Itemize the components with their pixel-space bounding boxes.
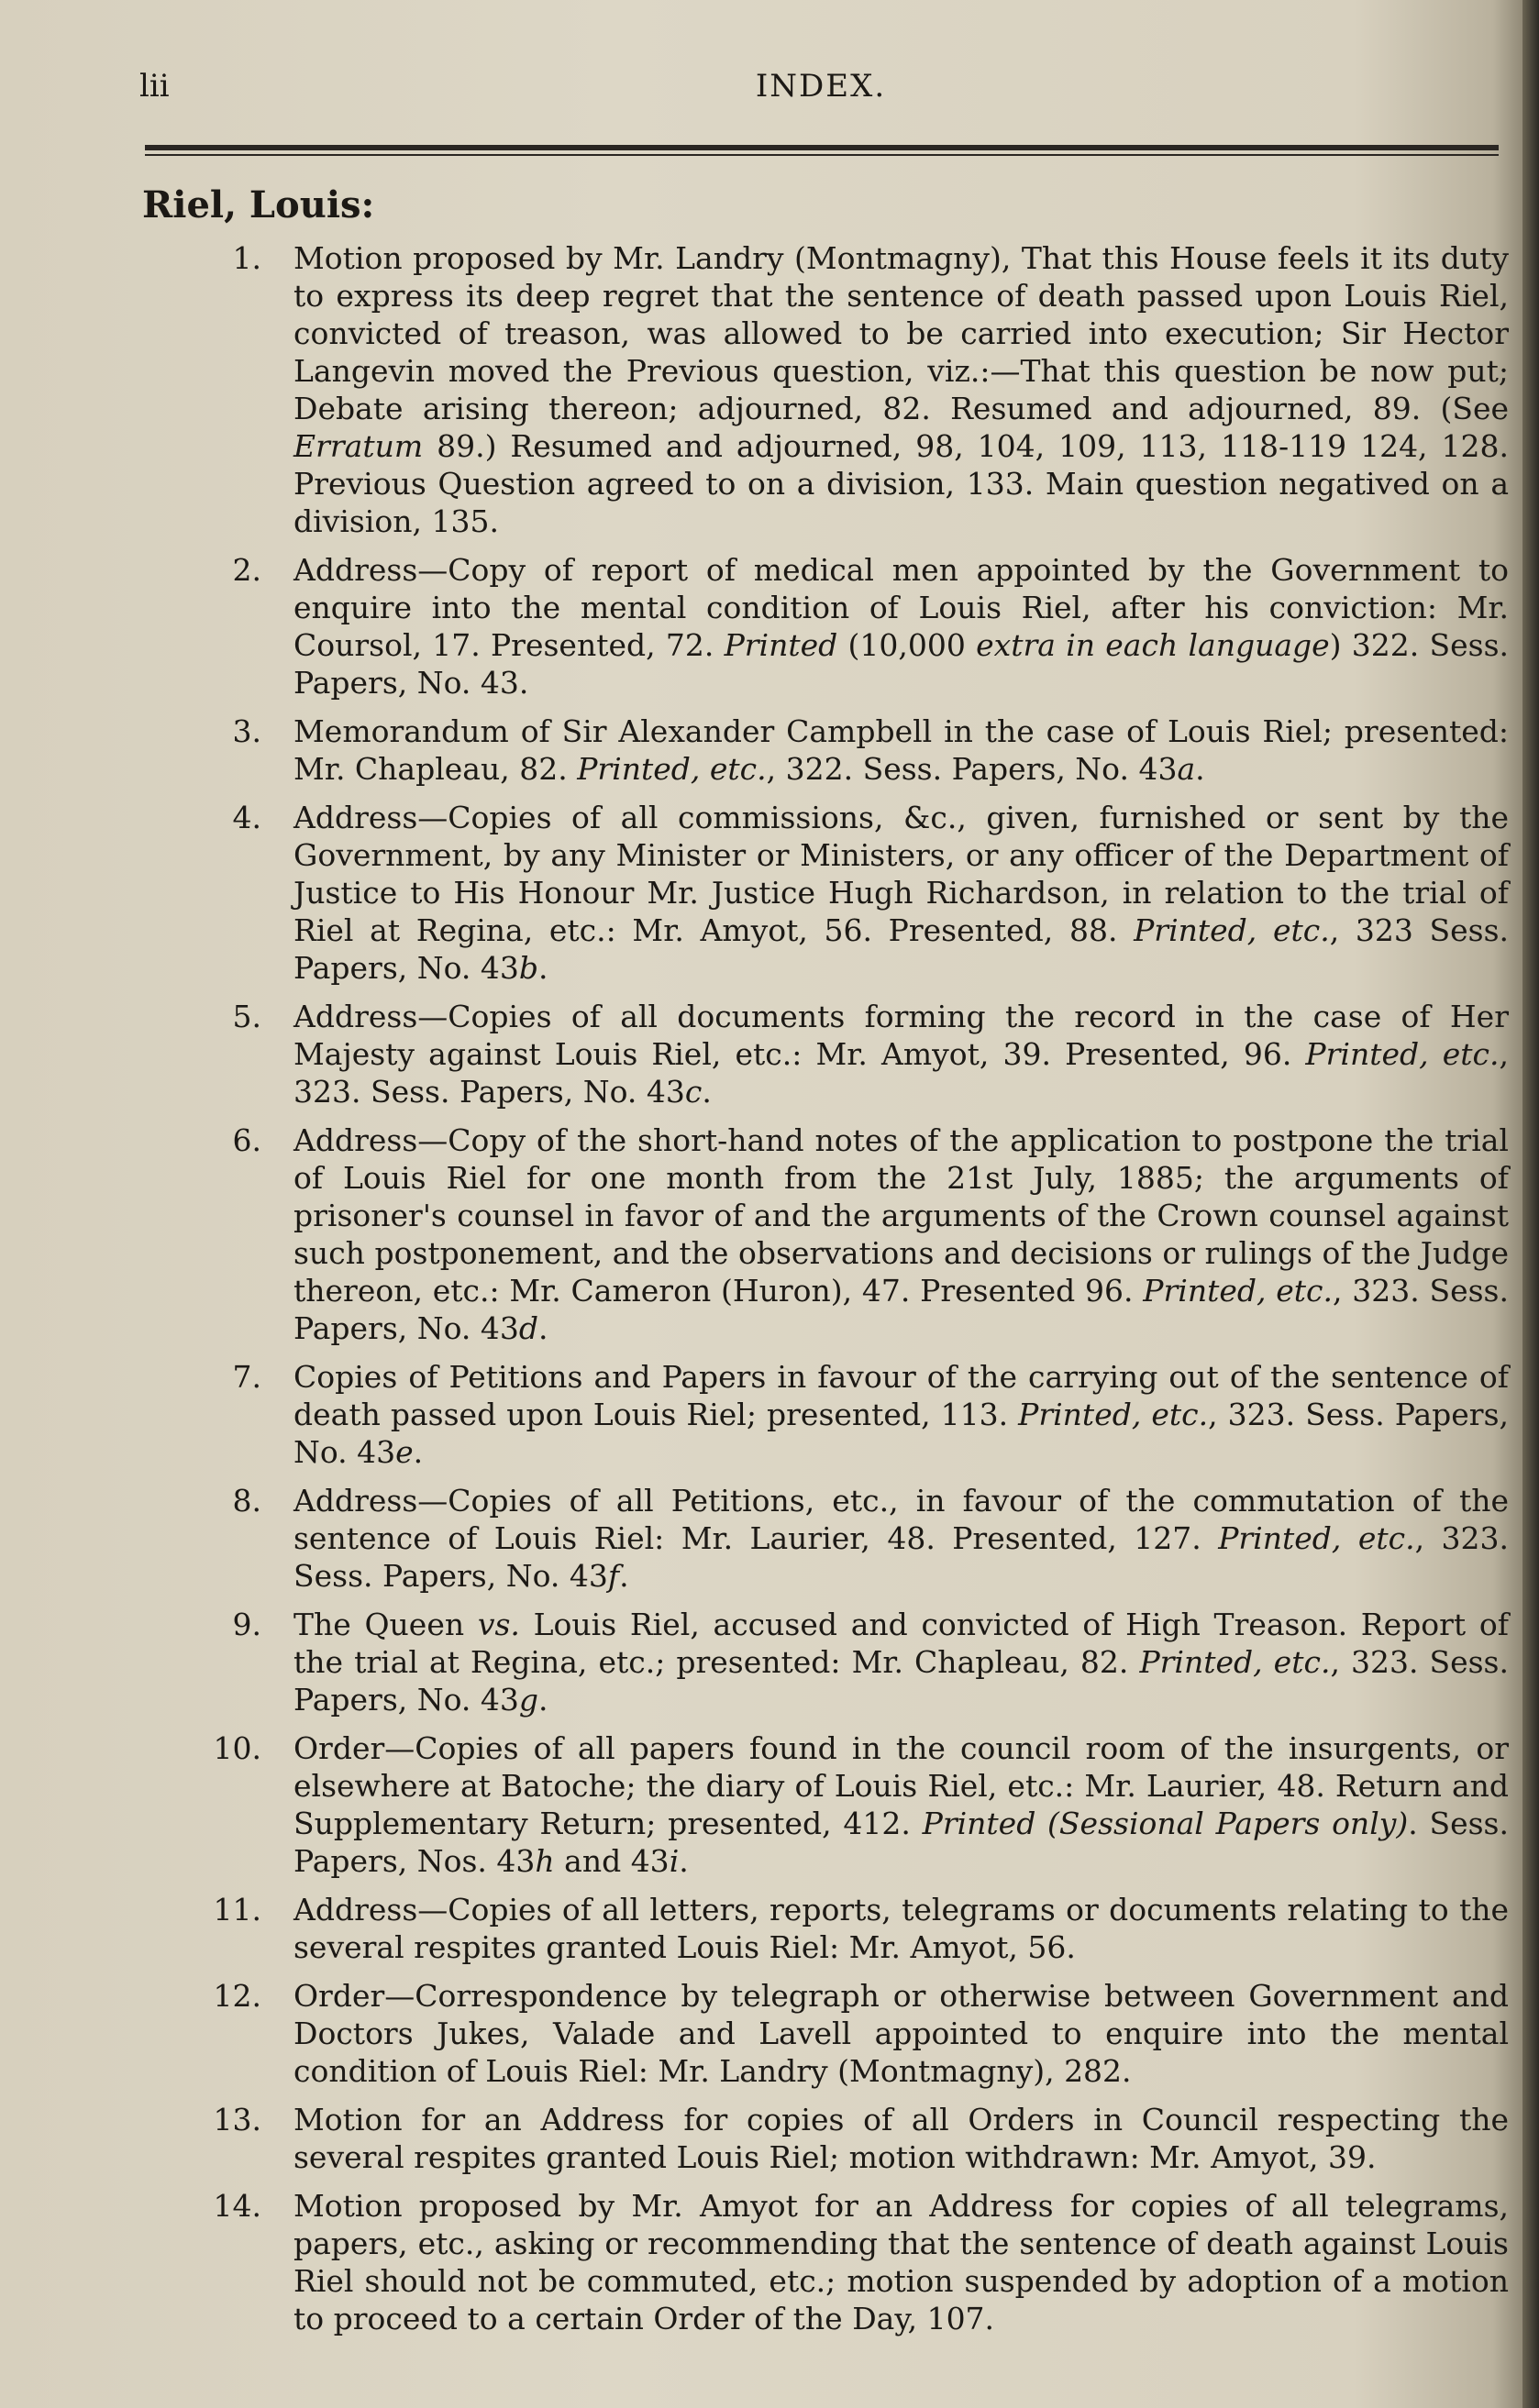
- entry-text-italic: c: [684, 1074, 703, 1110]
- entry-text-run: .: [679, 1843, 689, 1879]
- entry-text-run: Order—Copies of all papers found in the council room of the insurgents, or elsewhere at Batoche; the diary of Louis Riel, etc.: Mr. Laurier, 48. Return and Supplementary Return; presented, 412.: [293, 1730, 1509, 1841]
- entry-text-run: Address—Copies of all documents forming the record in the case of Her Majesty against Louis Riel, etc.: Mr. Amyot, 39. Presented, 96.: [293, 999, 1509, 1072]
- entry-text: [293, 1359, 1509, 1470]
- index-entry: [142, 2187, 1509, 2337]
- index-entry: [142, 1606, 1509, 1718]
- entry-text-run: .: [538, 1310, 548, 1346]
- entry-text-italic: b: [518, 950, 538, 986]
- index-entry: [142, 1891, 1509, 1966]
- entry-text: [293, 1892, 1509, 1965]
- entry-text: [293, 2102, 1509, 2175]
- book-spine-shadow: [1522, 0, 1539, 2408]
- entry-text: [293, 240, 1509, 539]
- entry-text: [293, 713, 1509, 787]
- entry-text: [293, 1978, 1509, 2089]
- entry-text-italic: i: [669, 1843, 680, 1879]
- index-entry: [142, 998, 1509, 1110]
- entry-text-italic: Printed, etc.: [1139, 1644, 1331, 1680]
- entry-text-run: , 323 Sess. Papers, No. 43: [293, 912, 1510, 986]
- entry-text-italic: a: [1177, 751, 1196, 787]
- entry-text-italic: e: [395, 1434, 414, 1470]
- section-heading: Riel, Louis:: [142, 183, 375, 226]
- entry-text: [293, 800, 1509, 986]
- entry-text-run: Address—Copies of all letters, reports, telegrams or documents relating to the several respites granted Louis Riel: Mr. Amyot, 56.: [293, 1892, 1509, 1965]
- entry-text-run: Address—Copies of all Petitions, etc., in favour of the commutation of the sentence of Louis Riel: Mr. Laurier, 48. Presented, 127.: [293, 1483, 1509, 1556]
- entry-text-italic: Printed, etc.: [1143, 1273, 1333, 1309]
- entry-number: 8.: [232, 1483, 261, 1519]
- entry-text-run: , 323. Sess. Papers, No. 43: [293, 1036, 1509, 1110]
- index-entry: [142, 712, 1509, 788]
- entry-text: [293, 1730, 1509, 1879]
- entry-number: 6.: [232, 1122, 261, 1158]
- entry-text-run: (10,000: [837, 627, 977, 663]
- page-header: [138, 68, 1504, 123]
- entry-text: [293, 1607, 1509, 1718]
- index-entry: [142, 1482, 1509, 1595]
- entry-text-italic: Erratum: [293, 428, 424, 464]
- entry-text-run: Motion proposed by Mr. Amyot for an Address for copies of all telegrams, papers, etc., asking or recommending that the sentence of death against Louis Riel should not be commuted, etc.; motion suspended by adoption of a motion to proceed to a certain Order of the Day, 107.: [293, 2188, 1509, 2336]
- entry-text: [293, 2188, 1509, 2336]
- entry-text-run: Louis Riel, accused and convicted of High Treason. Report of the trial at Regina, etc.; presented: Mr. Chapleau, 82.: [293, 1607, 1509, 1680]
- entry-number: 5.: [232, 999, 261, 1034]
- entry-text-run: . Sess. Papers, Nos. 43: [293, 1806, 1509, 1879]
- entry-number: 9.: [232, 1607, 261, 1642]
- entry-number: 14.: [213, 2188, 261, 2224]
- entry-text-italic: Printed, etc.: [1134, 912, 1330, 948]
- entry-text-italic: g: [518, 1682, 538, 1718]
- entry-number: 3.: [232, 713, 261, 749]
- entry-text-run: and 43: [554, 1843, 670, 1879]
- index-entry: [142, 799, 1509, 987]
- entry-number: 4.: [232, 800, 261, 835]
- entry-text-run: .: [538, 1682, 548, 1718]
- index-entry: [142, 239, 1509, 540]
- entry-text: [293, 999, 1509, 1110]
- header-rule-thin: [145, 154, 1499, 156]
- entry-text-run: , 323. Sess. Papers, No. 43: [293, 1520, 1509, 1594]
- entry-number: 7.: [232, 1359, 261, 1395]
- entry-list: [142, 239, 1509, 2337]
- entry-text-italic: Printed: [724, 627, 838, 663]
- entry-text-italic: Printed, etc.: [1305, 1036, 1500, 1072]
- entry-text-italic: h: [535, 1843, 555, 1879]
- index-entry: [142, 1977, 1509, 2090]
- entry-text-italic: extra in each language: [976, 627, 1330, 663]
- entry-text-run: , 323. Sess. Papers, No. 43: [293, 1273, 1509, 1346]
- index-entry: [142, 1358, 1509, 1471]
- entry-text-italic: Printed, etc.: [1218, 1520, 1415, 1556]
- entry-text-italic: f: [607, 1558, 620, 1594]
- entry-text-run: Motion for an Address for copies of all Orders in Council respecting the several respites granted Louis Riel; motion withdrawn: Mr. Amyot, 39.: [293, 2102, 1509, 2175]
- entry-text-run: , 323. Sess. Papers, No. 43: [293, 1644, 1509, 1718]
- entry-text-italic: Printed, etc.: [1018, 1397, 1209, 1432]
- entry-text: [293, 1122, 1509, 1346]
- entry-text-run: , 322. Sess. Papers, No. 43: [766, 751, 1178, 787]
- entry-text-run: Copies of Petitions and Papers in favour of the carrying out of the sentence of death passed upon Louis Riel; presented, 113.: [293, 1359, 1509, 1432]
- index-entry: [142, 1729, 1509, 1880]
- entry-number: 10.: [213, 1730, 261, 1766]
- entry-text-italic: d: [518, 1310, 538, 1346]
- entry-text-run: , 323. Sess. Papers, No. 43: [293, 1397, 1509, 1470]
- entry-text: [293, 552, 1509, 701]
- entry-text-run: Address—Copy of report of medical men appointed by the Government to enquire into the mental condition of Louis Riel, after his conviction: Mr. Coursol, 17. Presented, 72.: [293, 552, 1509, 663]
- running-title: INDEX.: [755, 68, 887, 105]
- entry-text-run: The Queen: [293, 1607, 478, 1642]
- entry-text-run: .: [1195, 751, 1205, 787]
- entry-text-run: Motion proposed by Mr. Landry (Montmagny), That this House feels it its duty to express its deep regret that the sentence of death passed upon Louis Riel, convicted of treason, was allowed to be carried into execution; Sir Hector Langevin moved the Previous question, viz.:—That this question be now put; Debate arising thereon; adjourned, 82. Resumed and adjourned, 89. (See: [293, 240, 1509, 426]
- entry-text-run: Address—Copies of all commissions, &c., given, furnished or sent by the Government, by any Minister or Ministers, or any officer of the Department of Justice to His Honour Mr. Justice Hugh Richardson, in relation to the trial of Riel at Regina, etc.: Mr. Amyot, 56. Presented, 88.: [293, 800, 1509, 948]
- entry-number: 2.: [232, 552, 261, 588]
- entry-text-run: Order—Correspondence by telegraph or otherwise between Government and Doctors Jukes, Valade and Lavell appointed to enquire into the mental condition of Louis Riel: Mr. Landry (Montmagny), 282.: [293, 1978, 1509, 2089]
- entry-text-italic: Printed, etc.: [577, 751, 767, 787]
- entry-text-run: .: [702, 1074, 712, 1110]
- entry-text-run: .: [538, 950, 548, 986]
- index-entry: [142, 1121, 1509, 1347]
- page-number: lii: [139, 68, 170, 105]
- entry-text-run: Memorandum of Sir Alexander Campbell in the case of Louis Riel; presented: Mr. Chapleau, 82.: [293, 713, 1509, 787]
- header-rule-thick: [145, 145, 1499, 150]
- entry-text-italic: vs.: [477, 1607, 520, 1642]
- entry-number: 1.: [232, 240, 261, 276]
- entry-text: [293, 1483, 1509, 1594]
- index-entry: [142, 551, 1509, 701]
- entry-text-run: Address—Copy of the short-hand notes of the application to postpone the trial of Louis Riel for one month from the 21st July, 1885; the arguments of prisoner's counsel in favor of and the arguments of the Crown counsel against such postponement, and the observations and decisions or rulings of the Judge thereon, etc.: Mr. Cameron (Huron), 47. Presented 96.: [293, 1122, 1509, 1309]
- entry-number: 13.: [213, 2102, 261, 2137]
- entry-text-run: 89.) Resumed and adjourned, 98, 104, 109, 113, 118-119 124, 128. Previous Question agreed to on a division, 133. Main question negatived on a division, 135.: [293, 428, 1509, 539]
- index-entry: [142, 2101, 1509, 2176]
- entry-text-run: .: [619, 1558, 629, 1594]
- entry-text-run: ) 322. Sess. Papers, No. 43.: [293, 627, 1509, 701]
- entry-text-run: .: [413, 1434, 424, 1470]
- entry-number: 11.: [213, 1892, 261, 1928]
- entry-text-italic: Printed (Sessional Papers only): [922, 1806, 1409, 1841]
- entry-number: 12.: [213, 1978, 261, 2014]
- index-content: [142, 183, 1509, 2348]
